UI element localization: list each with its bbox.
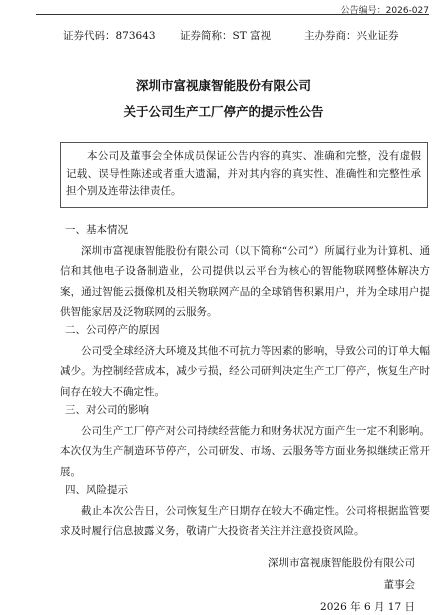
sponsoring-broker: 主办券商：兴业证券 (304, 30, 399, 42)
company-title: 深圳市富视康智能股份有限公司 (135, 78, 311, 93)
securities-info-bar (63, 28, 425, 44)
board-statement-box (60, 142, 428, 208)
section-shutdown-reason (60, 320, 430, 400)
section-paragraph: 深圳市富视康智能股份有限公司（以下简称“公司”）所属行业为计算机、通信和其他电子设备制造业，公司提供以云平台为核心的智能物联网整体解决方案，通过智能云摄像机及相关物联网产品的全球销售积累用户，并为全球用户提供智能家居及泛物联网的云服务。 (60, 244, 430, 318)
stock-code: 证券代码：873643 (63, 30, 156, 42)
section-heading: 一、基本情况 (65, 224, 128, 236)
board-statement-text: 本公司及董事会全体成员保证公告内容的真实、准确和完整，没有虚假记载、误导性陈述或者重大遗漏，并对其内容的真实性、准确性和完整性承担个别及连带法律责任。 (66, 150, 421, 197)
announcement-title: 关于公司生产工厂停产的提示性公告 (123, 104, 324, 119)
section-heading: 二、公司停产的原因 (65, 324, 160, 336)
stock-abbreviation: 证券简称：ST 富视 (180, 30, 272, 42)
section-heading: 三、对公司的影响 (65, 404, 149, 416)
notice-number: 公告编号：2026-027 (340, 6, 429, 16)
closing-date: 2026 年 6 月 17 日 (320, 601, 415, 613)
section-paragraph: 截止本次公告日，公司恢复生产日期存在较大不确定性。公司将根据监管要求及时履行信息披露义务，敬请广大投资者关注并注意投资风险。 (60, 504, 430, 537)
section-paragraph: 公司生产工厂停产对公司持续经营能力和财务状况方面产生一定不利影响。本次仅为生产制造环节停产，公司研发、市场、云服务等方面业务拟继续正常开展。 (60, 424, 430, 478)
section-paragraph: 公司受全球经济大环境及其他不可抗力等因素的影响，导致公司的订单大幅减少。为控制经营成本，减少亏损，经公司研判决定生产工厂停产，恢复生产时间存在较大不确定性。 (60, 344, 430, 398)
header-divider (36, 14, 429, 15)
closing-board: 董事会 (383, 579, 415, 591)
section-basic-info (60, 220, 430, 320)
section-risk-warning (60, 480, 430, 544)
closing-company: 深圳市富视康智能股份有限公司 (268, 557, 415, 569)
section-heading: 四、风险提示 (65, 484, 128, 496)
section-impact (60, 400, 430, 480)
